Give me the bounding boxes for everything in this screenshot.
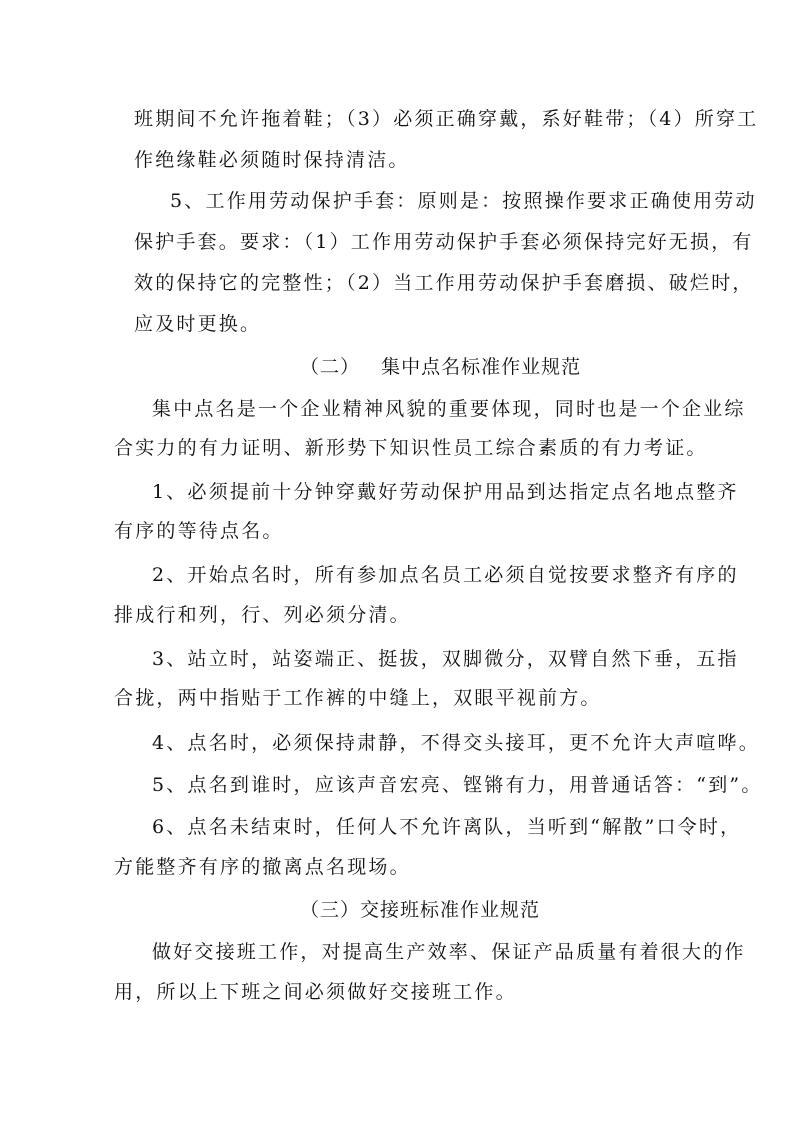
list-item-line: 4、点名时，必须保持肃静，不得交头接耳，更不允许大声喧哗。 bbox=[152, 732, 760, 754]
paragraph-line: 效的保持它的完整性；（2）当工作用劳动保护手套磨损、破烂时， bbox=[134, 272, 754, 294]
paragraph-line: 应及时更换。 bbox=[134, 313, 262, 335]
list-item-line: 5、点名到谁时，应该声音宏亮、铿锵有力，用普通话答：“到”。 bbox=[152, 774, 763, 796]
paragraph-line: 保护手套。要求：（1）工作用劳动保护手套必须保持完好无损，有 bbox=[134, 231, 754, 253]
list-item-line: 有序的等待点名。 bbox=[114, 520, 284, 542]
paragraph-line: 做好交接班工作，对提高生产效率、保证产品质量有着很大的作 bbox=[152, 941, 746, 963]
list-item-line: 2、开始点名时，所有参加点名员工必须自觉按要求整齐有序的 bbox=[152, 564, 739, 586]
paragraph-line: 合实力的有力证明、新形势下知识性员工综合素质的有力考证。 bbox=[114, 437, 708, 459]
paragraph-line: 用，所以上下班之间必须做好交接班工作。 bbox=[114, 981, 517, 1003]
list-item-line: 合拢，两中指贴于工作裤的中缝上，双眼平视前方。 bbox=[114, 687, 602, 709]
section-heading: （三）交接班标准作业规范 bbox=[300, 899, 541, 921]
list-item-line: 3、站立时，站姿端正、挺拔，双脚微分，双臂自然下垂，五指 bbox=[152, 648, 739, 670]
list-item-line: 6、点名未结束时，任何人不允许离队，当听到“解散”口令时， bbox=[152, 816, 742, 838]
paragraph-line: 作绝缘鞋必须随时保持清洁。 bbox=[134, 149, 410, 171]
section-heading: （二） 集中点名标准作业规范 bbox=[300, 356, 582, 378]
paragraph-line: 5、工作用劳动保护手套：原则是：按照操作要求正确使用劳动 bbox=[170, 190, 757, 212]
list-item-line: 1、必须提前十分钟穿戴好劳动保护用品到达指定点名地点整齐 bbox=[152, 481, 739, 503]
list-item-line: 方能整齐有序的撤离点名现场。 bbox=[114, 856, 411, 878]
paragraph-line: 班期间不允许拖着鞋；（3）必须正确穿戴，系好鞋带；（4）所穿工 bbox=[134, 108, 759, 130]
paragraph-line: 集中点名是一个企业精神风貌的重要体现，同时也是一个企业综 bbox=[152, 398, 746, 420]
list-item-line: 排成行和列，行、列必须分清。 bbox=[114, 604, 411, 626]
